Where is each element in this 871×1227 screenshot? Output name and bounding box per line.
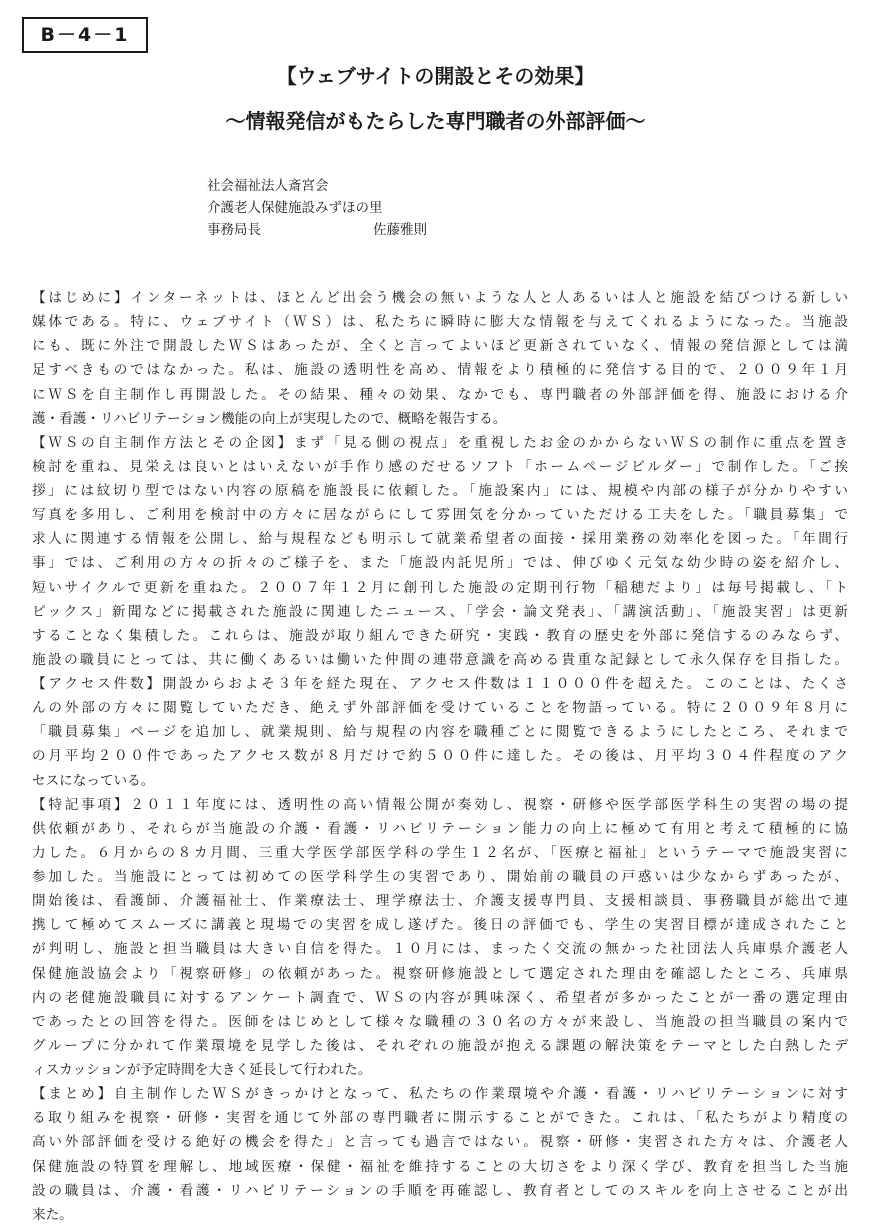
body-line: にＷＳを自主制作し再開設した。その結果、種々の効果、なかでも、専門職者の外部評価を得、施設における介 (32, 386, 848, 403)
body-line: 写真を多用し、ご利用を検討中の方々に居ながらにして雰囲気を分かっていただける工夫をした。「職員募集」で (32, 507, 848, 524)
body-line: 高い外部評価を受ける絶好の機会を得た」と言っても過言ではない。視察・研修・実習された方々は、介護老人 (32, 1134, 848, 1151)
body-line: 媒体である。特に、ウェブサイト（ＷＳ）は、私たちに瞬時に膨大な情報を与えてくれるようになった。当施設 (32, 314, 848, 331)
body-line: 開始後は、看護師、介護福祉士、作業療法士、理学療法士、介護支援専門員、支援相談員、事務職員が総出で連 (32, 893, 848, 910)
body-line: 【ＷＳの自主制作方法とその企図】まず「見る側の視点」を重視したお金のかからないＷＳの制作に重点を置き (32, 434, 848, 451)
body-line: セスになっている。 (32, 772, 155, 789)
body-line: 護・看護・リハビリテーション機能の向上が実現したので、概略を報告する。 (32, 410, 507, 427)
body-line: 設の職員は、介護・看護・リハビリテーションの手順を再確認し、教育者としてのスキルを向上させることが出 (32, 1182, 848, 1199)
author-organization: 社会福祉法人斎宮会 (207, 178, 329, 194)
body-line: 施設の職員にとっては、共に働くあるいは働いた仲間の連帯意識を高める貴重な記録として永久保存を目指した。 (32, 651, 848, 668)
body-line: 短いサイクルで更新を重ねた。２００７年１２月に創刊した施設の定期刊行物「稲穂だより」は毎号掲載し、「ト (32, 579, 848, 596)
body-line: 【特記事項】２０１１年度には、透明性の高い情報公開が奏効し、視察・研修や医学部医学科生の実習の場の提 (32, 796, 848, 813)
body-line: 足すべきものではなかった。私は、施設の透明性を高め、情報をより積極的に発信する目的で、２００９年１月 (32, 362, 848, 379)
body-line: が判明し、施設と担当職員は大きい自信を得た。１０月には、まったく交流の無かった社団法人兵庫県介護老人 (32, 941, 848, 958)
body-line: んの外部の方々に閲覧していただき、絶えず外部評価を受けていることを物語っている。特に２００９年８月に (32, 700, 848, 717)
body-line: グループに分かれて作業環境を見学した後は、それぞれの施設が抱える課題の解決策をテーマとした白熱したデ (32, 1037, 848, 1054)
body-line: 【アクセス件数】開設からおよそ３年を経た現在、アクセス件数は１１０００件を超えた。このことは、たくさ (32, 676, 848, 692)
body-line: 参加した。当施設にとっては初めての医学科学生の実習であり、開始前の職員の戸惑いは少なからずあったが、 (32, 869, 848, 885)
body-line: 内の老健施設職員に対するアンケート調査で、ＷＳの内容が興味深く、希望者が多かったことが一番の選定理由 (32, 989, 848, 1006)
body-line: 検討を重ね、見栄えは良いとはいえないが手作り感のだせるソフト「ホームページビルダー」で制作した。「ご挨 (32, 458, 848, 475)
body-line: 求人に関連する情報を公開し、給与規程なども明示して就業希望者の面接・採用業務の効率化を図った。「年間行 (32, 531, 848, 548)
body-line: 保健施設協会より「視察研修」の依頼があった。視察研修施設として選定された理由を確認したところ、兵庫県 (32, 965, 848, 982)
body-line: の月平均２００件であったアクセス数が８月だけで約５００件に達した。その後は、月平均３０４件程度のアク (32, 748, 848, 765)
body-line: ィスカッションが予定時間を大きく延長して行われた。 (32, 1062, 372, 1078)
body-line: にも、既に外注で開設したＷＳはあったが、全くと言ってよいほど更新されていなく、情報の発信源としては満 (32, 338, 848, 355)
body-line: 【まとめ】自主制作したＷＳがきっかけとなって、私たちの作業環境や介護・看護・リハビリテーションに対す (32, 1086, 848, 1103)
body-line: 力した。６月からの８カ月間、三重大学医学部医学科の学生１２名が、「医療と福祉」というテーマで施設実習に (32, 844, 848, 861)
body-line: 供依頼があり、それらが当施設の介護・看護・リハビリテーション能力の向上に極めて有用と考えて積極的に協 (32, 820, 848, 837)
body-line: 携して極めてスムーズに講義と現場での実習を成し遂げた。後日の評価でも、学生の実習目標が達成されたこと (32, 917, 848, 934)
body-line: 保健施設の特質を理解し、地域医療・保健・福祉を維持することの大切さをより深く学び、教育を担当した当施 (32, 1158, 848, 1175)
body-line: 拶」には紋切り型ではない内容の原稿を施設長に依頼した。「施設案内」には、規模や内部の様子が分かりやすい (32, 483, 848, 499)
author-facility: 介護老人保健施設みずほの里 (207, 200, 383, 216)
body-line: る取り組みを視察・研修・実習を通じて外部の専門職者に開示することができた。これは、「私たちがより精度の (32, 1110, 848, 1127)
author-position: 事務局長 (207, 222, 261, 238)
body-line: することなく集積した。これらは、施設が取り組んできた研究・実践・教育の歴史を外部に発信するのみならず、 (32, 627, 848, 644)
body-line: 【はじめに】インターネットは、ほとんど出会う機会の無いような人と人あるいは人と施設を結びつける新しい (32, 290, 848, 306)
body-line: 事」では、ご利用の方々の折々のご様子を、また「施設内託児所」では、伸びゆく元気な幼少時の姿を紹介し、 (32, 555, 848, 572)
body-line: 来た。 (32, 1206, 73, 1223)
body-line: 「職員募集」ページを追加し、就業規則、給与規程の内容を職種ごとに閲覧できるようにしたところ、それまで (32, 724, 848, 741)
document-subtitle: ～情報発信がもたらした専門職者の外部評価～ (225, 109, 646, 133)
document-code-label: B－4－1 (22, 17, 148, 53)
body-line: ピックス」新聞などに掲載された施設に関連したニュース、「学会・論文発表」、「講演活動」、「施設実習」は更新 (32, 603, 848, 620)
body-text (32, 286, 848, 1227)
document-title: 【ウェブサイトの開設とその効果】 (276, 64, 595, 88)
author-name: 佐藤雅則 (373, 222, 427, 238)
body-line: であったとの回答を得た。医師をはじめとして様々な職種の３０名の方々が来設し、当施設の担当職員の案内で (32, 1013, 848, 1030)
